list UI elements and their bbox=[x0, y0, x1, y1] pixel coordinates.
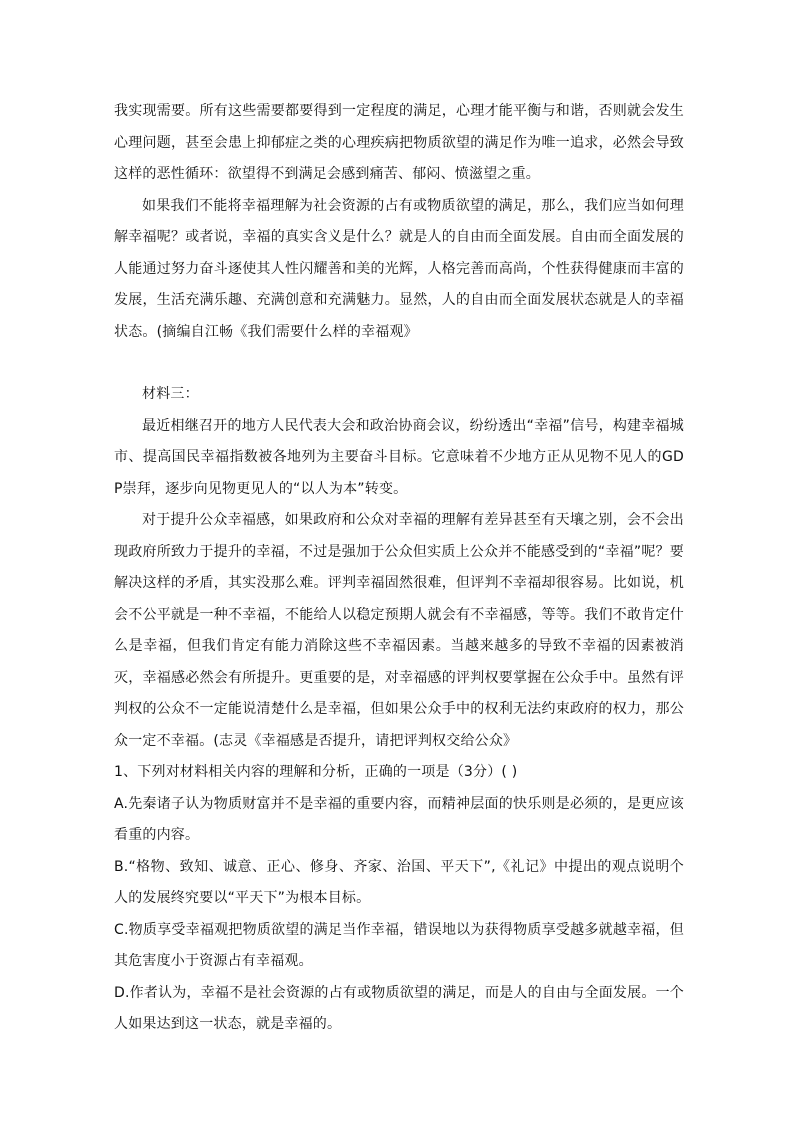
question-1-option-a: A.先秦诸子认为物质财富并不是幸福的重要内容，而精神层面的快乐则是必须的，是更应该看重的内容。 bbox=[114, 795, 684, 843]
material2-paragraph-continued: 我实现需要。所有这些需要都要得到一定程度的满足，心理才能平衡与和谐，否则就会发生心理问题，甚至会患上抑郁症之类的心理疾病把物质欲望的满足作为唯一追求，必然会导致这样的恶性循环：欲望得不到满足会感到痛苦、郁闷、愤滋望之重。 bbox=[114, 103, 684, 182]
material3-paragraph-2: 对于提升公众幸福感，如果政府和公众对幸福的理解有差异甚至有天壤之别，会不会出现政府所致力于提升的幸福，不过是强加于公众但实质上公众并不能感受到的“幸福”呢？要解决这样的矛盾，其实没那么难。评判幸福固然很难，但评判不幸福却很容易。比如说，机会不公平就是一种不幸福，不能给人以稳定预期人就会有不幸福感，等等。我们不敢肯定什么是幸福，但我们肯定有能力消除这些不幸福因素。当越来越多的导致不幸福的因素被消灭，幸福感必然会有所提升。更重要的是，对幸福感的评判权要掌握在公众手中。虽然有评判权的公众不一定能说清楚什么是幸福，但如果公众手中的权利无法约束政府的权力，那公众一定不幸福。(志灵《幸福感是否提升，请把评判权交给公众》 bbox=[114, 512, 684, 749]
question-1-option-d: D.作者认为，幸福不是社会资源的占有或物质欲望的满足，而是人的自由与全面发展。一个人如果达到这一状态，就是幸福的。 bbox=[114, 984, 684, 1032]
section-spacer bbox=[114, 348, 684, 379]
material3-heading: 材料三： bbox=[142, 386, 199, 402]
question-1-option-c: C.物质享受幸福观把物质欲望的满足当作幸福，错误地以为获得物质享受越多就越幸福，但其危害度小于资源占有幸福观。 bbox=[114, 921, 684, 969]
document-body bbox=[114, 96, 684, 1041]
question-1-option-b: B.“格物、致知、诚意、正心、修身、齐家、治国、平天下”,《礼记》中提出的观点说明个人的发展终究要以“平天下”为根本目标。 bbox=[114, 858, 684, 906]
material2-paragraph-final: 如果我们不能将幸福理解为社会资源的占有或物质欲望的满足，那么，我们应当如何理解幸福呢？或者说，幸福的真实含义是什么？就是人的自由而全面发展。自由而全面发展的人能通过努力奋斗逐使其人性闪耀善和美的光辉，人格完善而高尚，个性获得健康而丰富的发展，生活充满乐趣、充满创意和充满魅力。显然，人的自由而全面发展状态就是人的幸福状态。(摘编自江畅《我们需要什么样的幸福观》 bbox=[114, 197, 684, 340]
question-1-stem: 1、下列对材料相关内容的理解和分析，正确的一项是（3分）( ) bbox=[114, 764, 518, 780]
material3-paragraph-1: 最近相继召开的地方人民代表大会和政治协商会议，纷纷透出“幸福”信号，构建幸福城市、提高国民幸福指数被各地列为主要奋斗目标。它意味着不少地方正从见物不见人的GDP崇拜，逐步向见物更见人的“以人为本”转变。 bbox=[114, 417, 684, 497]
